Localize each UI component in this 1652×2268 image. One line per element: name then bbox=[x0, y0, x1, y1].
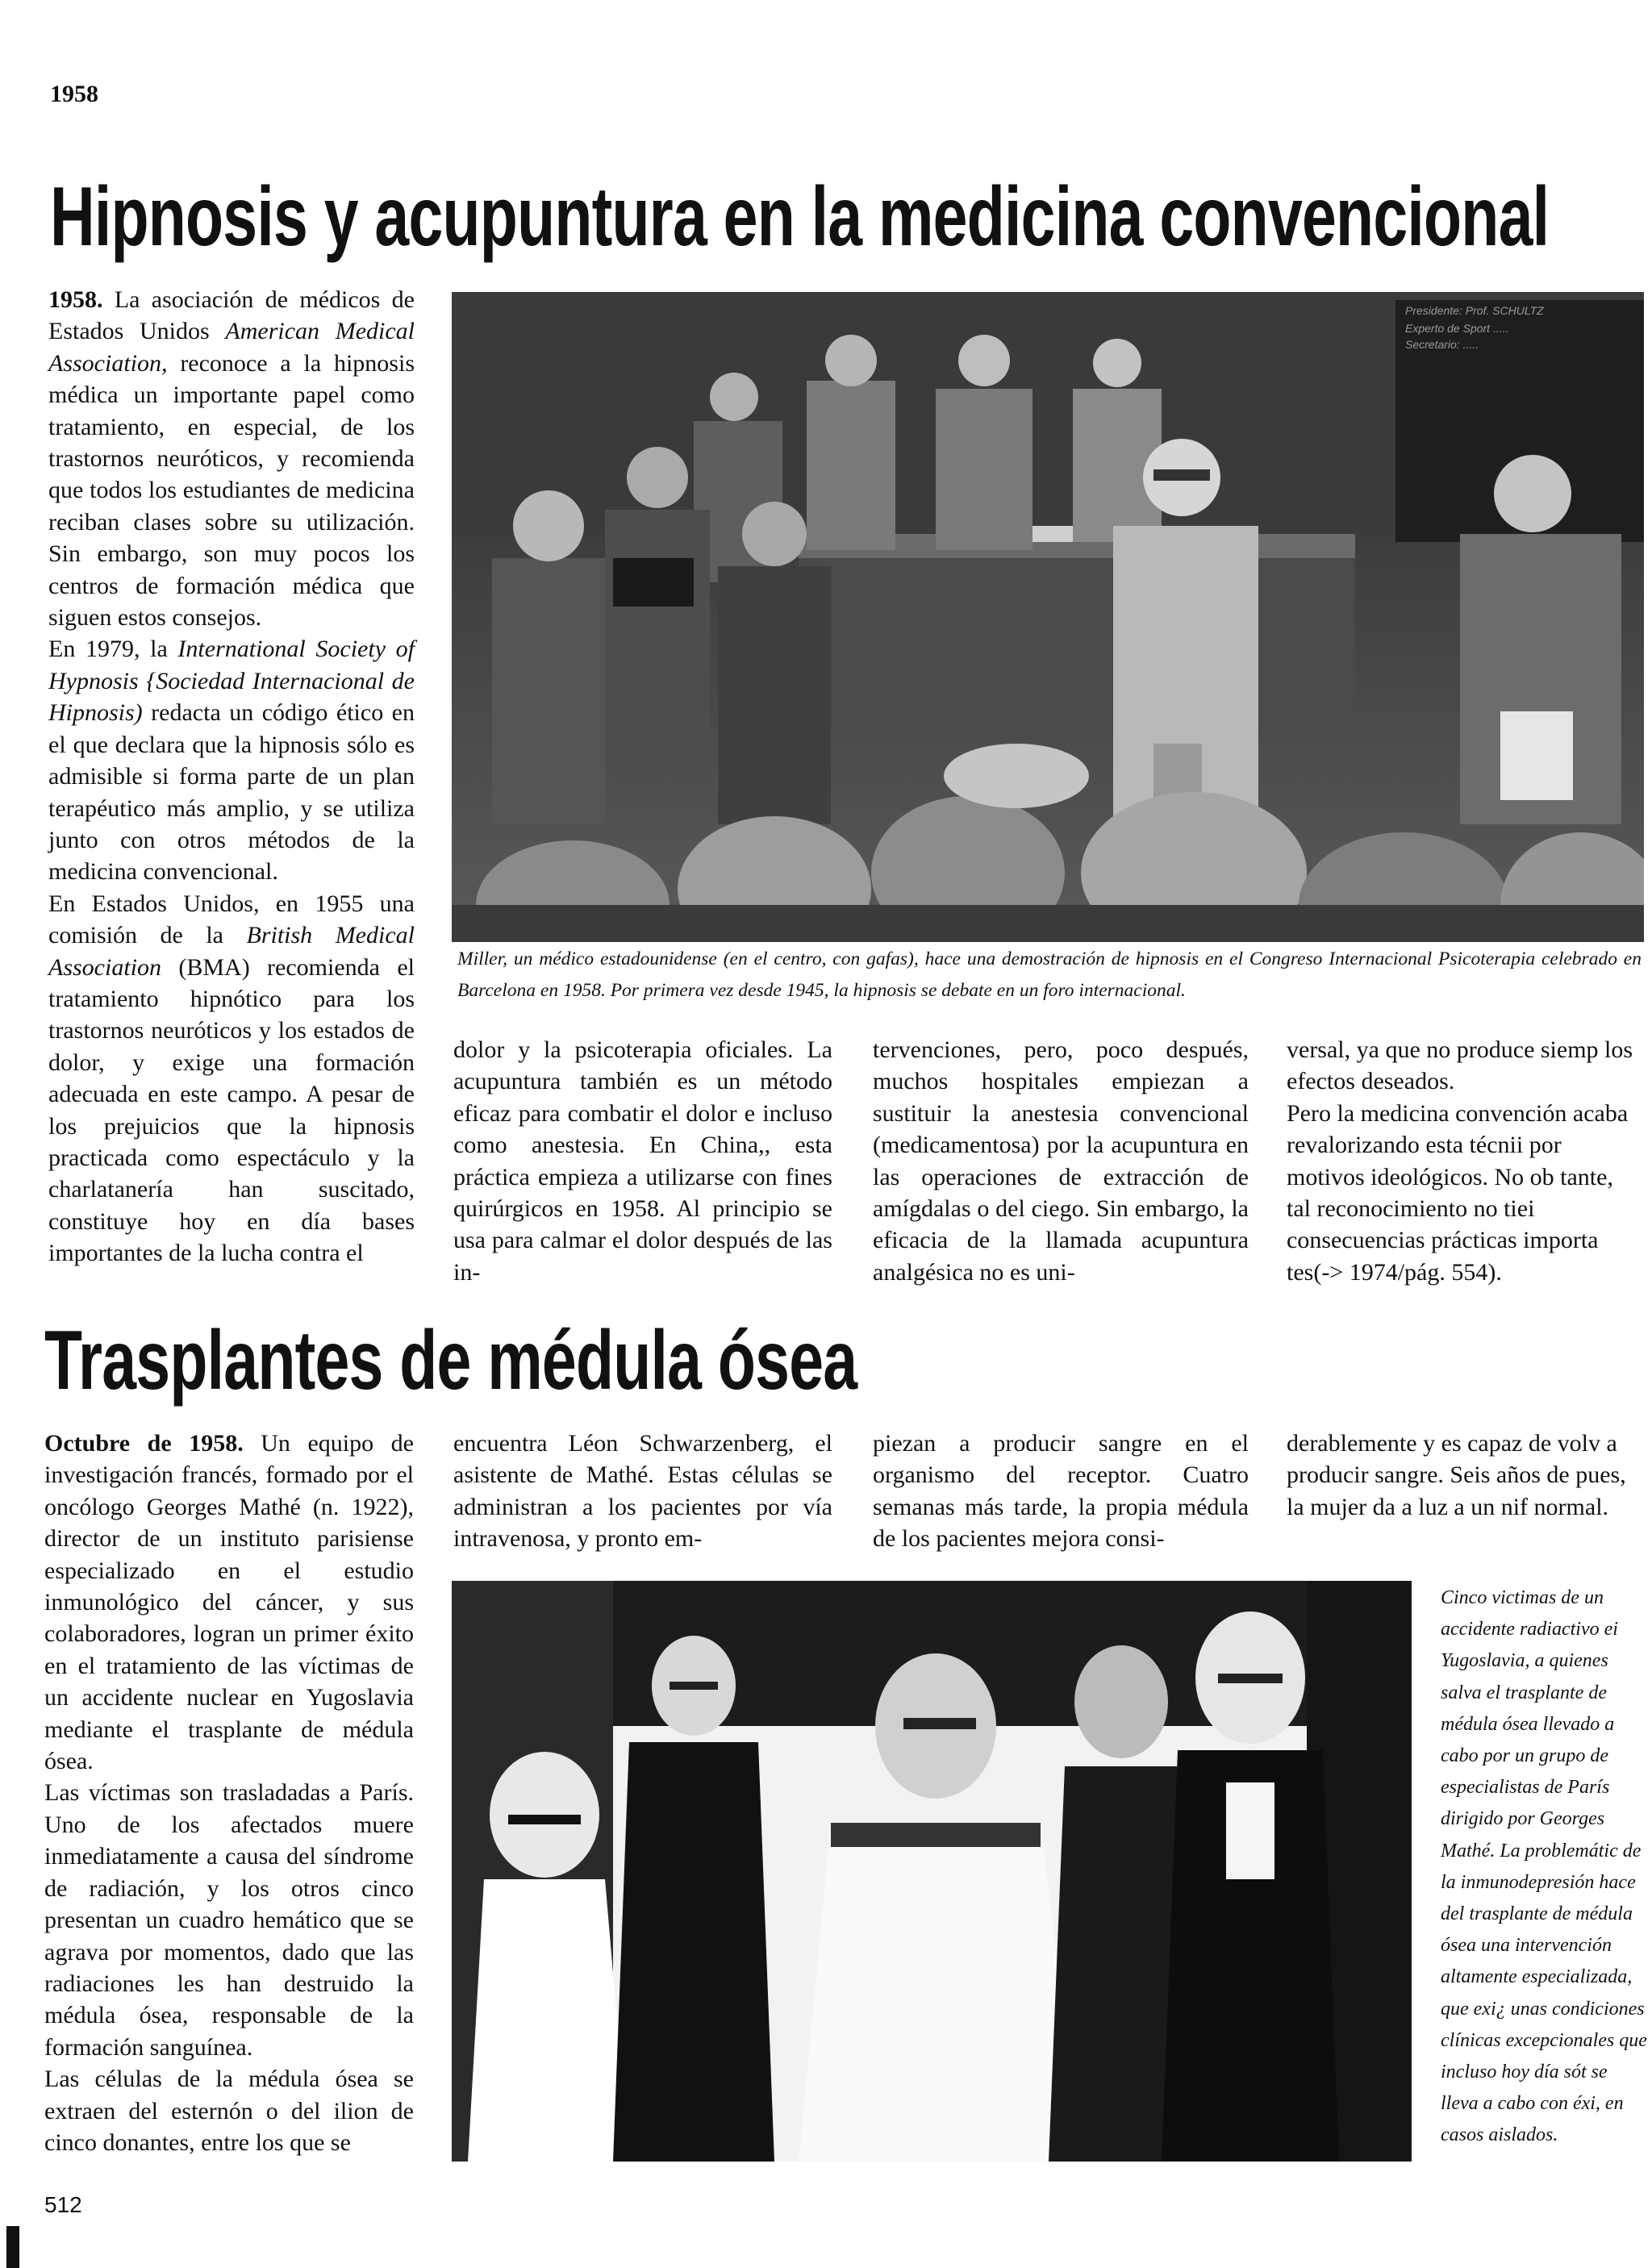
page-number: 512 bbox=[44, 2192, 82, 2217]
article1-paragraph-3: En Estados Unidos, en 1955 una comisión de la British Medical Association (BMA) recomienda el tratamiento hipnótico para los trastornos neuróticos y los estados de dolor, y exige una formación adecuada en este campo. A pesar de los prejuicios que la hipnosis practicada como espectáculo y la charlatanería han suscitado, constituye hoy en día bases importantes de la lucha contra el bbox=[48, 890, 415, 1267]
article1-column-2: dolor y la psicoterapia oficiales. La acupuntura también es un método eficaz para combatir el dolor e incluso como anestesia. En China,, esta práctica empieza a utilizarse con fines quirúrgicos en 1958. Al principio se usa para calmar el dolor después de las in- bbox=[453, 1036, 832, 1286]
hypnosis-photo-caption: Miller, un médico estadounidense (en el centro, con gafas), hace una demostración de hipnosis en el Congreso Internacional Psicoterapia celebrado en Barcelona en 1958. Por primera vez desde 1945, la hipnosis se debate en un foro internacional. bbox=[457, 948, 1642, 1001]
radiation-photo-illustration bbox=[452, 1581, 1412, 2162]
article1-paragraph-1: 1958. La asociación de médicos de Estados Unidos American Medical Association, reconoce a la hipnosis médica un importante papel como tratamiento, en especial, de los trastornos neuróticos, y recomienda que todos los estudiantes de medicina reciban clases sobre su utilización. Sin embargo, son muy pocos los centros de formación médica que siguen estos consejos. bbox=[48, 286, 415, 632]
blackboard-line-2: Experto de Sport ..... bbox=[1405, 322, 1509, 335]
radiation-photo-caption: Cinco victimas de un accidente radiactivo ei Yugoslavia, a quienes salva el trasplante de médula ósea llevado a cabo por un grupo de especialistas de París dirigido por Georges Mathé. La problemátic de la inmunodepresión hace del trasplante de médula ósea una intervención altamente especializada, que exi¿ unas condiciones clínicas excepcionales que incluso hoy día sót se lleva a cabo con éxi, en casos aislados. bbox=[1441, 1587, 1647, 2146]
article2-column-3: piezan a producir sangre en el organismo del receptor. Cuatro semanas más tarde, la propia médula de los pacientes mejora consi- bbox=[873, 1430, 1249, 1553]
hypnosis-demonstration-photo bbox=[452, 292, 1644, 942]
article1-title: Hipnosis y acupuntura en la medicina convencional bbox=[50, 170, 1550, 264]
article1-column-4-paragraph-1: versal, ya que no produce siemp los efectos deseados. bbox=[1287, 1036, 1633, 1095]
article1-column-4-paragraph-2: Pero la medicina convención acaba revalorizando esta técnii por motivos ideológicos. No ob tante, tal reconocimiento no tiei consecuencias prácticas importa tes(-> 1974/pág. 554). bbox=[1287, 1099, 1629, 1286]
article2-paragraph-2: Las víctimas son trasladadas a París. Uno de los afectados muere inmediatamente a causa del síndrome de radiación, y los otros cinco presentan un cuadro hemático que se agrava por momentos, dado que las radiaciones les han destruido la médula ósea, responsable de la formación sanguínea. bbox=[44, 1779, 414, 2061]
article1-paragraph-2: En 1979, la International Society of Hypnosis {Sociedad Internacional de Hipnosis) redacta un código ético en el que declara que la hipnosis sólo es admisible si forma parte de un plan terapéutico más amplio, y se utiliza junto con otros métodos de la medicina convencional. bbox=[48, 636, 415, 886]
blackboard-line-1: Presidente: Prof. SCHULTZ bbox=[1405, 304, 1544, 317]
page-edge-mark bbox=[6, 2226, 19, 2268]
year-header: 1958 bbox=[50, 81, 98, 107]
article2-paragraph-3: Las células de la médula ósea se extraen del esternón o del ilion de cinco donantes, entre los que se bbox=[44, 2066, 414, 2156]
article2-paragraph-1: Octubre de 1958. Un equipo de investigación francés, formado por el oncólogo Georges Mathé (n. 1922), director de un instituto parisiense especializado en el estudio inmunológico del cáncer, y sus colaboradores, logran un primer éxito en el tratamiento de las víctimas de un accidente nuclear en Yugoslavia mediante el trasplante de médula ósea. bbox=[44, 1430, 414, 1775]
hypnosis-photo-illustration bbox=[452, 292, 1644, 942]
article1-column-3: tervenciones, pero, poco después, muchos hospitales empiezan a sustituir la anestesia convencional (medicamentosa) por la acupuntura en las operaciones de extracción de amígdalas o del ciego. Sin embargo, la eficacia de la llamada acupuntura analgésica no es uni- bbox=[873, 1036, 1249, 1286]
article2-column-2: encuentra Léon Schwarzenberg, el asistente de Mathé. Estas células se administran a los pacientes por vía intravenosa, y pronto em- bbox=[453, 1430, 832, 1553]
blackboard-line-3: Secretario: ..... bbox=[1405, 338, 1479, 351]
article2-title: Trasplantes de médula ósea bbox=[44, 1314, 857, 1407]
article1-column-1 bbox=[48, 284, 415, 1269]
article2-column-4: derablemente y es capaz de volv a producir sangre. Seis años de pues, la mujer da a luz a un nif normal. bbox=[1287, 1430, 1626, 1520]
article2-column-1 bbox=[44, 1428, 414, 2158]
radiation-victims-photo bbox=[452, 1581, 1412, 2162]
article1-column-4 bbox=[1287, 1034, 1642, 1288]
